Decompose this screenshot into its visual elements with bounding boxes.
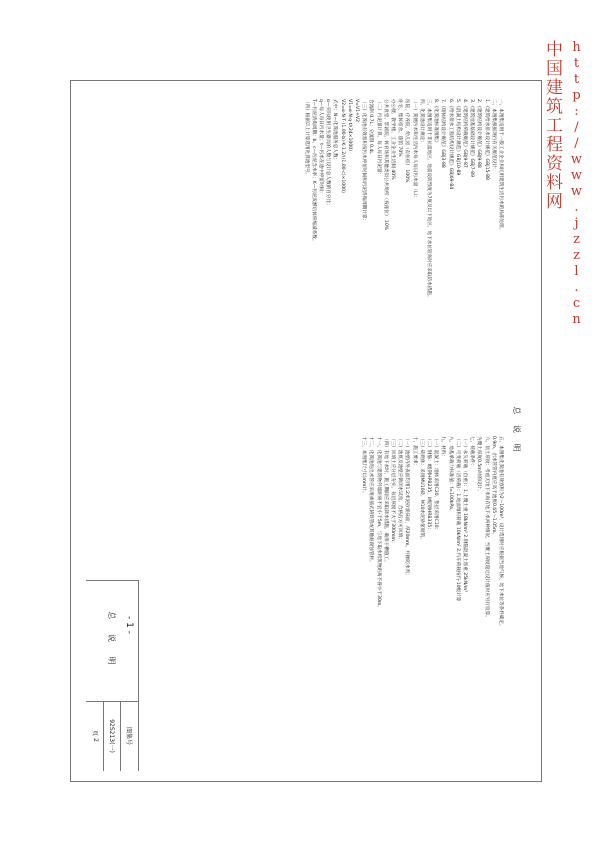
text-line: （二）污泥量计算，每人每日污泥量： bbox=[375, 99, 381, 178]
text-line: 四、化粪池设计规定： bbox=[418, 99, 424, 145]
text-line: 合流制 0.7L；分流制 0.4L bbox=[368, 99, 374, 154]
text-line: （二）钢筋：I级钢HPB235，II级钢HRB335； bbox=[425, 436, 431, 532]
document-title: 总 说 明 bbox=[512, 406, 521, 456]
text-line: V=V1+V2 bbox=[353, 99, 359, 122]
text-line: （二）池底及池壁应做闭水试验，合格后方可回填； bbox=[397, 436, 403, 542]
page-value: 2 bbox=[92, 738, 99, 742]
text-line: 5.《混凝土结构设计规范》GBJ10-89 bbox=[454, 99, 460, 176]
right-text-column bbox=[94, 436, 504, 761]
text-line: 6.《给水排水工程结构设计规范》GBJ69-84 bbox=[447, 99, 453, 190]
text-line: 8.《化粪池标准图集》 bbox=[433, 99, 439, 145]
text-line: 为覆土厚度0.5m时的设计。 bbox=[476, 436, 482, 494]
text-line: V1=α·N·q·t/(24×1000) bbox=[346, 99, 352, 151]
page-label: 页 bbox=[91, 730, 98, 737]
text-line: 公共食堂、影剧院、体育场和其他类似公共场所（按座位） 10% bbox=[382, 99, 388, 231]
text-line: （四）有地下水时，施工期间应采取降水措施，确保干槽施工。 bbox=[382, 436, 388, 565]
text-line: （一）永久荷载（自重）：1.上覆土重 18kN/m³ 2.钢筋混凝土容重 25kN/m³ bbox=[461, 436, 467, 593]
text-line: 0.9m，出水管管内底应高于池底0.65～1.05m。 bbox=[490, 436, 496, 538]
text-line: 十、施工要求： bbox=[411, 436, 417, 469]
text-line: 办公楼、教学楼、工业企业生活间 40% bbox=[389, 99, 395, 180]
text-line: 4.《建筑结构荷载规范》GBJ9-87 bbox=[461, 99, 467, 168]
text-line: 十三、本图集尺寸以mm计。 bbox=[361, 436, 367, 496]
text-line: （一）池壁内外表面均用1:2水泥砂浆抹面，厚20mm，并掺防水剂； bbox=[404, 436, 410, 578]
text-line: 九、材料： bbox=[440, 436, 446, 459]
page-number: - 1 - bbox=[123, 616, 134, 634]
text-line: 式中：N—化粪池服务总人数； bbox=[332, 99, 338, 163]
text-line: 十一、化粪池与建筑物外墙距离不宜小于5m，与地下取水构筑物距离不得小于30m。 bbox=[375, 436, 381, 610]
text-line: （四）根据以上计算选用化粪池型号。 bbox=[303, 99, 309, 178]
text-line: （三）回填土应分层夯实，每层厚度不大于300mm； bbox=[389, 436, 395, 546]
text-line: 住宅、集体宿舍、旅馆 70% bbox=[397, 99, 403, 157]
text-line: q—每人每日污水量；t—污水在池中停留时间； bbox=[317, 99, 323, 196]
watermark-chinese: 中国建筑工程资料网 bbox=[542, 40, 562, 211]
watermark bbox=[540, 40, 592, 328]
text-line: V2=α·N·T·(1.00-b)·K·1.2/((1.00-c)×1000) bbox=[339, 99, 345, 193]
text-line: （一）混凝土：池体采用C20，垫层采用C10； bbox=[433, 436, 439, 533]
atlas-number: 92S213(一) bbox=[103, 701, 121, 771]
text-line: 十二、化粪池进出水管应采用承插式铸铁管或其他耐腐蚀管材。 bbox=[368, 436, 374, 565]
text-line: 二、本图集根据现行有关规范设计： bbox=[490, 99, 496, 173]
text-line: （一）粪便污水和生活污水每人每日污水量（L）： bbox=[411, 99, 417, 201]
document-sheet bbox=[70, 80, 542, 782]
title-block bbox=[86, 580, 139, 771]
text-line: （二）可变荷载（活荷载）：1.地面堆积荷载 10kN/m² 2.汽车荷载按汽-10级计算 bbox=[454, 436, 460, 602]
text-line: 一、本图集适用于一般工业企业和民用建筑生活污水的局部处理。 bbox=[498, 99, 503, 233]
text-line: （三）砖砌体：采用MU10砖，M10水泥砂浆砌筑。 bbox=[418, 436, 424, 542]
text-line: α—实际使用卫生器具的人数与设计总人数的百分比； bbox=[325, 99, 331, 208]
text-line: 3.《建筑地基基础设计规范》GBJ7-89 bbox=[469, 99, 475, 178]
text-line: （三）化粪池有效容积按污水停留时间和污泥清掏周期计算： bbox=[361, 99, 367, 224]
atlas-number-label: 图集号 bbox=[120, 701, 138, 771]
text-line: 八、地基承载力标准值：f=100kPa。 bbox=[447, 436, 453, 514]
page-number-cell bbox=[87, 701, 104, 771]
text-line: 7.《砌体结构设计规范》GBJ3-88 bbox=[440, 99, 446, 168]
text-line: 医院、疗养院、幼儿园（有住宿） 100% bbox=[404, 99, 410, 183]
text-line: 三、本图集适用于非抗震地区，地震设防烈度为7度及以下地区，地下水位较高时应采取防水措施。 bbox=[425, 99, 431, 300]
text-line: 1.《建筑给水排水设计规范》GBJ15-88 bbox=[483, 99, 489, 180]
title-block-name: 总 说 明 bbox=[86, 581, 138, 702]
rotated-page-content bbox=[86, 91, 526, 771]
text-line: 五、本图集化粪池有效容积为2～100m³，设计选用时应根据当地气候、地下水位等条件确定。 bbox=[498, 436, 503, 629]
text-line: 七、荷载条件： bbox=[469, 436, 475, 469]
watermark-url: http://www.jzzl.cn bbox=[569, 40, 584, 328]
text-line: T—污泥清掏周期；b、c—污泥含水率；K—污泥发酵后体积缩减系数。 bbox=[310, 99, 316, 244]
text-line: 六、顶土厚度：考虑无地下水和有地下水两种情况，当覆土厚度超过设计值时应另行验算。 bbox=[483, 436, 489, 620]
left-text-column bbox=[94, 99, 504, 424]
text-line: 2.《建筑结构设计规范》GBJ9-88 bbox=[476, 99, 482, 168]
